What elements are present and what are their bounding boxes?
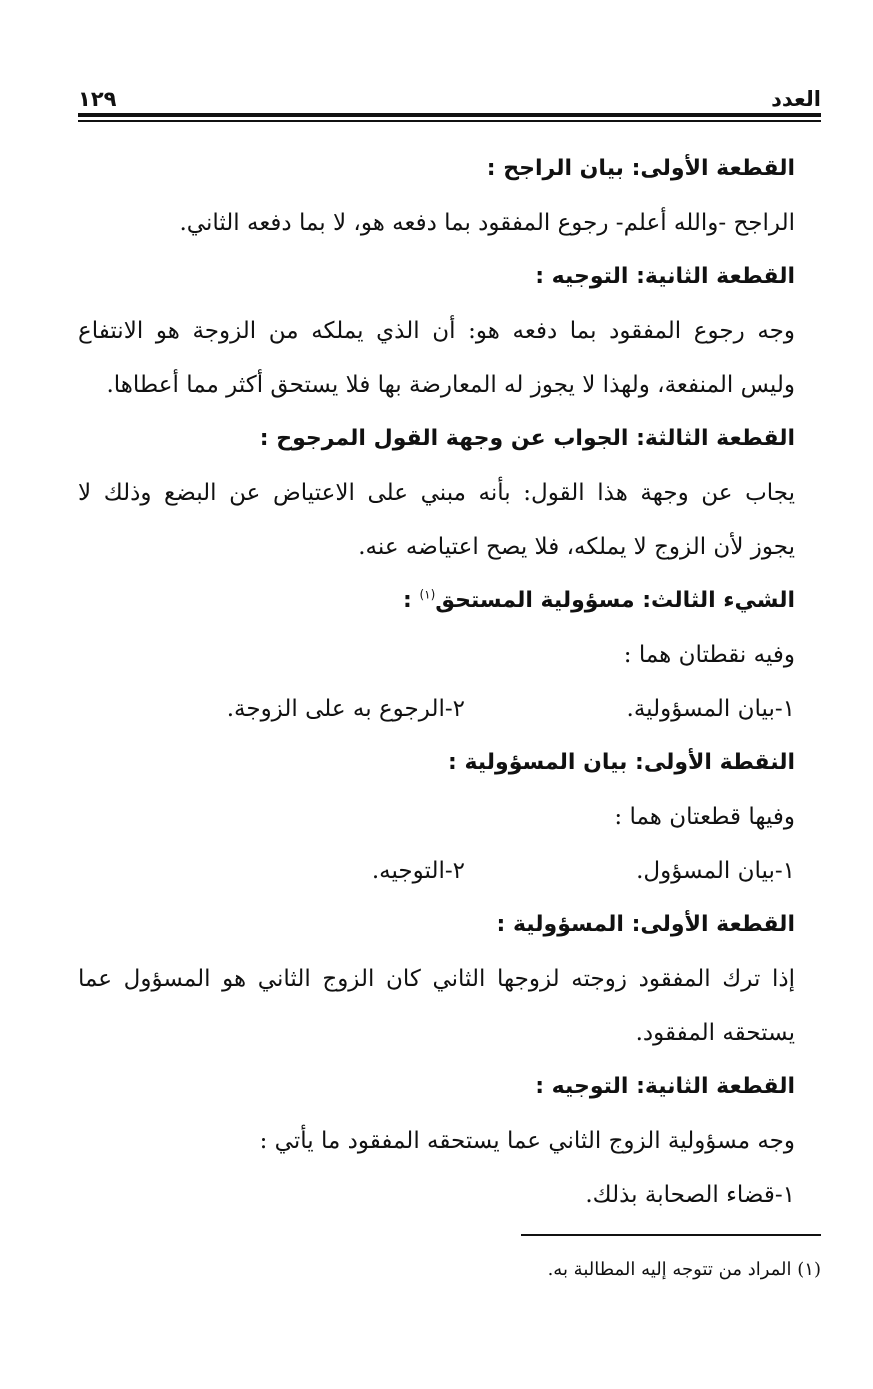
heading-line: القطعة الأولى: بيان الراجح : xyxy=(486,156,795,181)
heading-line: القطعة الثانية: التوجيه : xyxy=(535,1074,795,1099)
list-item: ١-بيان المسؤول. xyxy=(636,858,795,884)
parts-list xyxy=(78,844,795,898)
paragraph-line: يجاب عن وجهة هذا القول: بأنه مبني على الاعتياض عن البضع وذلك لا xyxy=(78,480,795,506)
heading-line: القطعة الأولى: المسؤولية : xyxy=(496,912,795,937)
section-heading-text: الشيء الثالث: مسؤولية المستحق xyxy=(435,588,795,613)
body-text xyxy=(78,142,795,1222)
footnote-separator xyxy=(521,1234,821,1236)
parts-intro: وفيها قطعتان هما : xyxy=(614,804,795,830)
list-item: ٢-التوجيه. xyxy=(371,858,465,884)
section-heading xyxy=(78,574,795,628)
page-number: ١٢٩ xyxy=(78,87,117,111)
running-header xyxy=(78,84,821,114)
paragraph-line: إذا ترك المفقود زوجته لزوجها الثاني كان الزوج الثاني هو المسؤول عما xyxy=(78,966,795,992)
heading-line: النقطة الأولى: بيان المسؤولية : xyxy=(447,750,795,775)
points-list xyxy=(78,682,795,736)
header-rule-thick xyxy=(78,113,821,117)
header-title: العدد xyxy=(771,87,821,111)
heading-line: القطعة الثالثة: الجواب عن وجهة القول المرجوح : xyxy=(259,426,795,451)
header-rule-thin xyxy=(78,120,821,122)
paragraph-line: يستحقه المفقود. xyxy=(635,1020,795,1046)
paragraph-line: يجوز لأن الزوج لا يملكه، فلا يصح اعتياضه عنه. xyxy=(358,534,795,560)
list-item: ٢-الرجوع به على الزوجة. xyxy=(226,696,465,722)
paragraph-line: الراجح -والله أعلم- رجوع المفقود بما دفعه هو، لا بما دفعه الثاني. xyxy=(179,210,795,236)
paragraph-line: ١-قضاء الصحابة بذلك. xyxy=(585,1182,795,1208)
heading-line: القطعة الثانية: التوجيه : xyxy=(535,264,795,289)
section-heading-colon: : xyxy=(402,588,420,613)
paragraph-line: وجه مسؤولية الزوج الثاني عما يستحقه المفقود ما يأتي : xyxy=(259,1128,795,1154)
footnote: (١) المراد من تتوجه إليه المطالبة به. xyxy=(547,1259,821,1280)
list-item: ١-بيان المسؤولية. xyxy=(626,696,795,722)
points-intro: وفيه نقطتان هما : xyxy=(623,642,795,668)
paragraph-line: وجه رجوع المفقود بما دفعه هو: أن الذي يملكه من الزوجة هو الانتفاع xyxy=(78,318,795,344)
paragraph-line: وليس المنفعة، ولهذا لا يجوز له المعارضة بها فلا يستحق أكثر مما أعطاها. xyxy=(106,372,795,398)
footnote-reference[interactable]: (١) xyxy=(419,587,436,602)
